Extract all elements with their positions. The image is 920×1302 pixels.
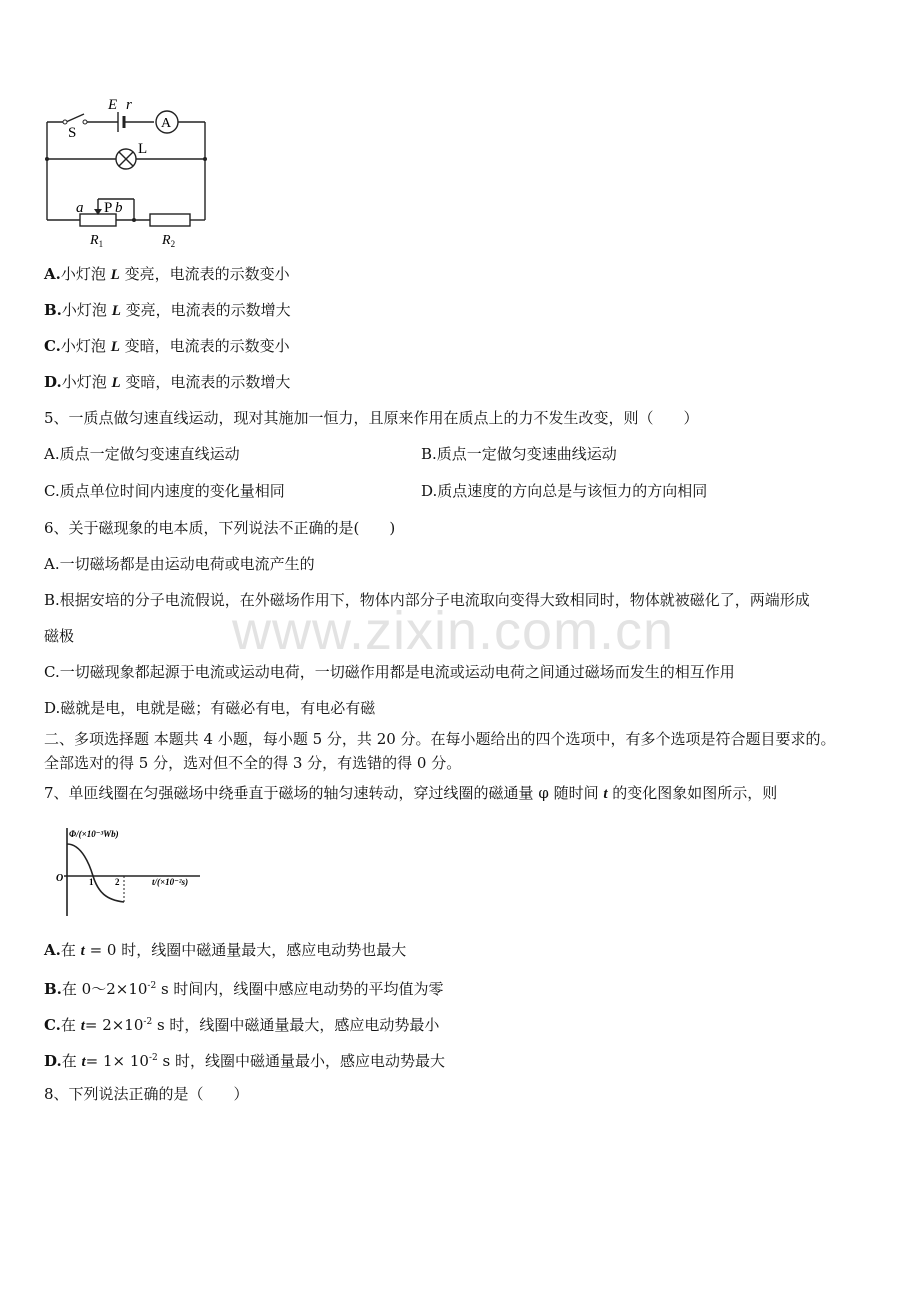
flux-graph [56, 826, 206, 918]
switch-label: S [68, 125, 77, 141]
q6-option-c: C.一切磁现象都起源于电流或运动电荷，一切磁作用都是电流或运动电荷之间通过磁场而发生的相互作用 [44, 663, 735, 681]
slider-p-label: P [104, 200, 113, 216]
q6-option-d: D.磁就是电，电就是磁；有磁必有电，有电必有磁 [44, 699, 376, 717]
q7-option-b: B.在 $0\sim 2\times 10^{-2}$ s 时间内，线圈中感应电动势的平均值为零 [44, 980, 444, 998]
ammeter-label: A [161, 116, 172, 131]
q5-stem: 5、一质点做匀速直线运动，现对其施加一恒力，且原来作用在质点上的力不发生改变，则（ ） [44, 409, 699, 427]
q7-option-a: A.在 t = 0 时，线圈中磁通量最大，感应电动势也最大 [44, 941, 407, 959]
q7-option-d: D.在 $t= 1\times 10^{-2}$ s 时，线圈中磁通量最小，感应电动势最大 [44, 1052, 445, 1070]
q6-option-b-line1: B.根据安培的分子电流假说，在外磁场作用下，物体内部分子电流取向变得大致相同时，物体就被磁化了，两端形成 [44, 591, 810, 609]
q6-stem: 6、关于磁现象的电本质，下列说法不正确的是( ) [44, 519, 396, 537]
emf-label: E [108, 97, 118, 113]
q6-option-a: A.一切磁场都是由运动电荷或电流产生的 [44, 555, 315, 573]
q7-option-c: C.在 $t= 2\times 10^{-2}$ s 时，线圈中磁通量最大，感应电动势最小 [44, 1016, 440, 1034]
r2-label: $R_2$ [162, 233, 176, 249]
q4-option-b: B.小灯泡 L 变亮，电流表的示数增大 [44, 301, 291, 319]
flux-tick-1: 1 [89, 877, 94, 887]
lamp-label: L [138, 141, 148, 157]
q5-option-d: D.质点速度的方向总是与该恒力的方向相同 [421, 482, 708, 500]
point-b-label: b [115, 200, 123, 216]
flux-x-axis-label: t/(×10⁻²s) [152, 877, 189, 887]
flux-tick-2: 2 [115, 877, 120, 887]
section2-line1: 二、多项选择题 本题共 4 小题，每小题 5 分，共 20 分。在每小题给出的四个选项中，有多个选项是符合题目要求的。 [44, 730, 836, 748]
q7-stem: 7、单匝线圈在匀强磁场中绕垂直于磁场的轴匀速转动，穿过线圈的磁通量 φ 随时间 t 的变化图象如图所示，则 [44, 784, 778, 802]
q5-option-b: B.质点一定做匀变速曲线运动 [421, 445, 617, 463]
q4-option-d: D.小灯泡 L 变暗，电流表的示数增大 [44, 373, 291, 391]
q5-option-c: C.质点单位时间内速度的变化量相同 [44, 482, 285, 500]
flux-y-axis-label: Φ/(×10⁻³Wb) [69, 829, 119, 839]
watermark: www.zixin.com.cn [232, 601, 675, 661]
point-a-label: a [76, 200, 84, 216]
r1-label: $R_1$ [90, 233, 104, 249]
circuit-diagram [40, 92, 220, 252]
section2-line2: 全部选对的得 5 分，选对但不全的得 3 分，有选错的得 0 分。 [44, 754, 462, 772]
q5-option-a: A.质点一定做匀变速直线运动 [44, 445, 240, 463]
q8-stem: 8、下列说法正确的是（ ） [44, 1085, 249, 1103]
q4-option-a: A.小灯泡 L 变亮，电流表的示数变小 [44, 265, 290, 283]
q6-option-b-line2: 磁极 [44, 627, 75, 645]
internal-resistance-label: r [126, 97, 132, 113]
flux-origin-label: O [56, 873, 64, 884]
q4-option-c: C.小灯泡 L 变暗，电流表的示数变小 [44, 337, 290, 355]
